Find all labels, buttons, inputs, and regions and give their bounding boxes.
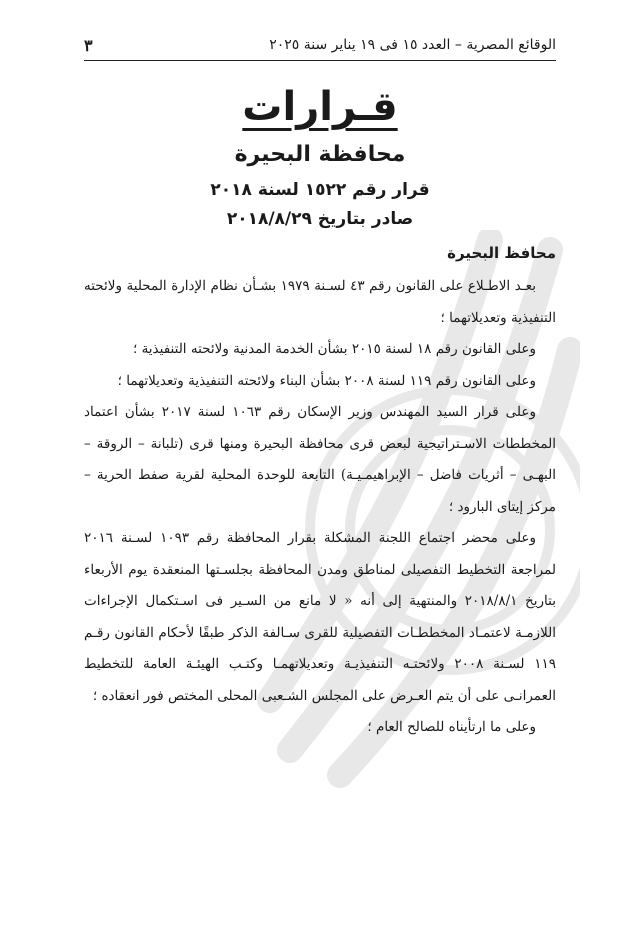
- decree-body: [84, 271, 556, 744]
- section-title: [0, 84, 640, 130]
- running-title: الوقائع المصرية – العدد ١٥ فى ١٩ يناير سنة ٢٠٢٥: [269, 37, 556, 53]
- paragraph: وعلى محضر اجتماع اللجنة المشكلة بقرار المحافظة رقم ١٠٩٣ لسـنة ٢٠١٦ لمراجعة التخطيط التفصيلى لمناطق ومدن المحافظة بجلسـتها المنعقدة يوم الأربعاء بتاريخ ٢٠١٨/٨/١ والمنتهية إلى أنه « لا مانع من السـير فى اسـتكمال الإجراءات اللازمـة لاعتمـاد المخططـات التفصيلية للقرى سـالفة الذكر طبقًا لأحكام القانون رقـم ١١٩ لسـنة ٢٠٠٨ ولائحتـه التنفيذيـة وتعديلاتهمـا وكتـب الهيئـة العامة للتخطيط العمرانـى على أن يتم العـرض على المجلس الشـعبى المحلى المختص فور انعقاده ؛: [84, 530, 556, 704]
- paragraph: وعلى قرار السيد المهندس وزير الإسكان رقم ١٠٦٣ لسنة ٢٠١٧ بشأن اعتماد المخططات الاسـتراتيجية لبعض قرى محافظة البحيرة ومنها قرى (تلبانة – الروقة – البهـى – أثريات فاضل – الإبراهيمـيـة) التابعة للوحدة المحلية لقرية صفط الحرية – مركز إيتاى البارود ؛: [84, 404, 556, 515]
- decree-number: قرار رقم ١٥٢٢ لسنة ٢٠١٨: [210, 180, 430, 200]
- running-header: [84, 30, 556, 61]
- paragraph: وعلى القانون رقم ١٨ لسنة ٢٠١٥ بشأن الخدمة المدنية ولائحته التنفيذية ؛: [132, 341, 536, 357]
- section-title-text: قـرارات: [242, 84, 398, 130]
- governorate-title: محافظة البحيرة: [234, 142, 406, 167]
- issue-date: صادر بتاريخ ٢٠١٨/٨/٢٩: [226, 209, 414, 229]
- paragraph: وعلى ما ارتأيناه للصالح العام ؛: [367, 719, 536, 735]
- paragraph: بعـد الاطـلاع على القانون رقم ٤٣ لسـنة ١٩٧٩ بشـأن نظام الإدارة المحلية ولائحته التنفيذية وتعديلاتهما ؛: [84, 278, 556, 326]
- page-number: ٣: [84, 35, 93, 55]
- paragraph: وعلى القانون رقم ١١٩ لسنة ٢٠٠٨ بشأن البناء ولائحته التنفيذية وتعديلاتهما ؛: [117, 372, 536, 389]
- issuer-heading: محافظ البحيرة: [447, 244, 556, 262]
